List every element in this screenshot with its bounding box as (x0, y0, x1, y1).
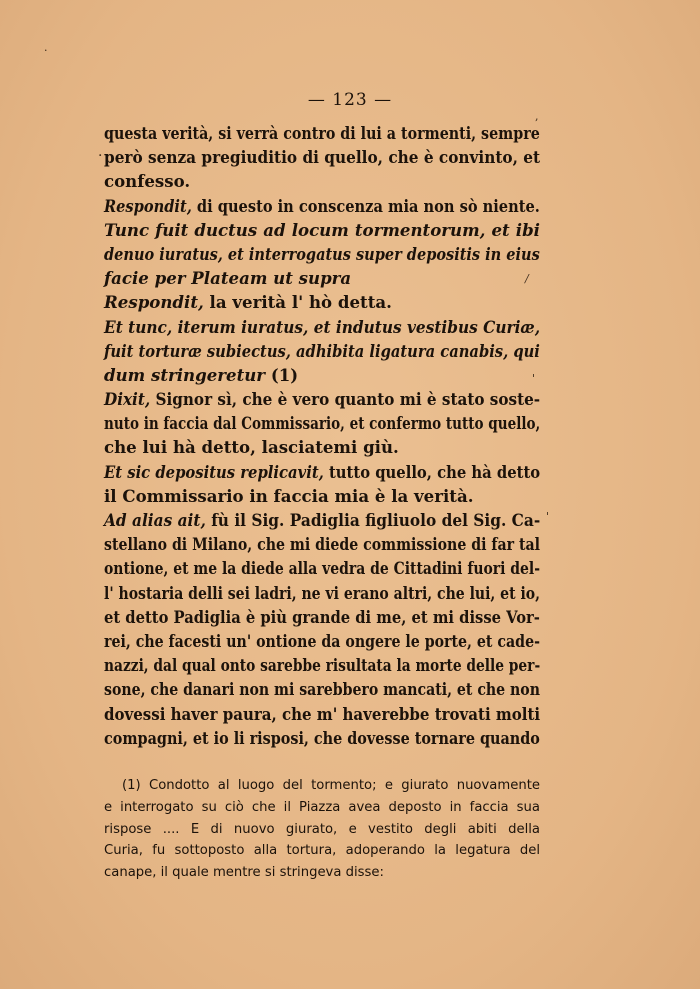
text-segment: confesso. (104, 171, 191, 192)
text-line (104, 194, 540, 218)
text-line (104, 726, 540, 750)
text-line (104, 629, 540, 653)
text-segment: et detto Padiglia è più grande di me, et mi disse Vor- (104, 606, 540, 627)
footnote-line: rispose .... E di nuovo giurato, e vestito degli abiti della (104, 821, 540, 837)
latin-italic-text: Respondit, (104, 195, 192, 216)
latin-italic-text: facie per Plateam ut supra (104, 268, 352, 289)
text-segment: stellano di Milano, che mi diede commissione di far tal (104, 534, 541, 555)
text-line (104, 242, 540, 266)
text-line (104, 581, 541, 605)
text-line (104, 508, 541, 532)
text-line (104, 411, 541, 435)
text-segment: compagni, et io li risposi, che dovesse tornare quando (104, 727, 540, 748)
text-line (104, 532, 541, 556)
paper-speck: ' (546, 510, 550, 523)
footnote-line: e interrogato su ciò che il Piazza avea deposto in faccia sua (104, 799, 540, 815)
latin-italic-text: denuo iuratus, et interrogatus super depositis in eius (104, 243, 540, 264)
text-segment: l' hostaria delli sei ladri, ne vi erano altri, che lui, et io, (104, 582, 541, 603)
text-segment: nazzi, dal qual onto sarebbe risultata la morte delle per- (104, 655, 541, 676)
text-segment: il Commissario in faccia mia è la verità. (104, 485, 474, 506)
text-segment: questa verità, si verrà contro di lui a tormenti, sempre (104, 123, 540, 143)
text-segment: fù il Sig. Padiglia figliuolo del Sig. Ca- (205, 510, 541, 530)
paper-speck: ' (532, 372, 536, 385)
text-segment: (1) (265, 364, 299, 385)
text-line (104, 145, 541, 169)
text-segment: Signor sì, che è vero quanto mi è stato soste- (150, 389, 541, 410)
text-line (104, 339, 540, 363)
text-line (104, 169, 540, 193)
text-line (104, 315, 541, 339)
text-line (104, 435, 540, 459)
footnote-line: Curia, fu sottoposto alla tortura, adoperando la legatura del (104, 843, 540, 859)
text-line (104, 121, 540, 145)
text-line (104, 605, 540, 629)
text-segment: di questo in conscenza mia non sò niente. (191, 195, 540, 216)
footnote-line: canape, il quale mentre si stringeva disse: (104, 865, 384, 881)
text-segment: la verità l' hò detta. (203, 292, 392, 313)
latin-italic-text: Tunc fuit ductus ad locum tormentorum, et ibi (104, 219, 540, 240)
text-line (104, 484, 540, 508)
text-segment: ontione, et me la diede alla vedra de Cittadini fuori del- (104, 558, 541, 579)
latin-italic-text: Respondit, (104, 292, 204, 313)
text-line (104, 556, 541, 580)
text-line (104, 702, 541, 726)
text-segment: rei, che facesti un' ontione da ongere le porte, et cade- (104, 630, 540, 651)
text-segment: nuto in faccia dal Commissario, et confermo tutto quello, (104, 413, 541, 434)
text-line (104, 363, 540, 387)
text-segment: dovessi haver paura, che m' haverebbe trovati molti (104, 703, 541, 724)
body-text (104, 121, 540, 750)
page-number: — 123 — (307, 90, 393, 110)
text-line (104, 460, 541, 484)
text-segment: tutto quello, che hà detto (323, 461, 541, 482)
text-segment: che lui hà detto, lasciatemi giù. (104, 437, 399, 458)
paper-speck: · (44, 44, 48, 57)
footnotes (104, 775, 540, 884)
paper-speck: / (525, 272, 529, 285)
footnote-line: (1) Condotto al luogo del tormento; e giurato nuovamente (122, 778, 540, 793)
text-line (104, 387, 541, 411)
paper-speck: · (98, 148, 103, 164)
latin-italic-text: Et sic depositus replicavit, (104, 461, 324, 482)
text-line (104, 290, 540, 314)
latin-italic-text: Dixit, (104, 389, 151, 410)
text-line (104, 218, 540, 242)
latin-italic-text: Et tunc, iterum iuratus, et indutus vestibus Curiæ, (104, 316, 541, 337)
latin-italic-text: Ad alias ait, (104, 510, 206, 530)
text-line (104, 677, 540, 701)
text-segment: sone, che danari non mi sarebbero mancati, et che non (104, 679, 540, 700)
latin-italic-text: dum stringeretur (104, 364, 266, 385)
text-line (104, 266, 540, 290)
text-line (104, 653, 541, 677)
paper-speck: , (535, 110, 539, 123)
text-segment: però senza pregiuditio di quello, che è convinto, et (104, 147, 541, 168)
latin-italic-text: fuit torturæ subiectus, adhibita ligatura canabis, qui (104, 340, 540, 361)
